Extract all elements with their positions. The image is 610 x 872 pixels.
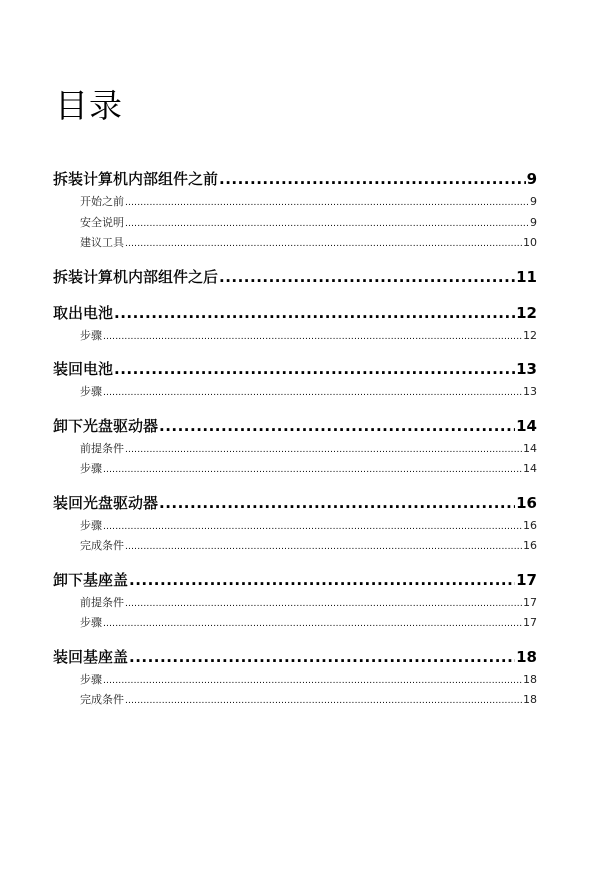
toc-subentry-label: 步骤: [80, 462, 102, 475]
toc-subentry-page-number: 18: [523, 672, 537, 686]
toc-chapter-entry-page-number: 14: [516, 416, 537, 435]
toc-subentry[interactable]: [53, 326, 537, 347]
toc-subentry-page-number: 16: [523, 518, 537, 532]
dot-leader: [125, 537, 522, 558]
toc-subentry-label: 步骤: [80, 616, 102, 629]
toc-subentry[interactable]: [53, 536, 537, 557]
toc-subentry[interactable]: [53, 213, 537, 234]
dot-leader: [103, 383, 522, 404]
toc-chapter-entry-label: 取出电池: [53, 303, 114, 322]
toc-section: [53, 264, 537, 290]
toc-subentry[interactable]: [53, 670, 537, 691]
dot-leader: [103, 614, 522, 635]
toc-subentry-label: 前提条件: [80, 595, 124, 609]
toc-chapter-entry-page-number: 17: [516, 570, 537, 589]
toc-chapter-entry[interactable]: [53, 300, 537, 326]
dot-leader: [125, 234, 522, 255]
dot-leader: [125, 214, 529, 235]
toc-subentry-label: 完成条件: [80, 539, 124, 552]
toc-subentry-page-number: 10: [523, 236, 537, 249]
toc-section: [53, 413, 537, 480]
toc-chapter-entry-page-number: 11: [516, 267, 537, 286]
dot-leader: [125, 594, 522, 615]
table-of-contents: [53, 166, 537, 721]
toc-section: [53, 490, 537, 557]
toc-subentry-page-number: 17: [523, 595, 537, 609]
toc-subentry[interactable]: [53, 516, 537, 537]
toc-subentry-label: 步骤: [80, 518, 102, 532]
toc-chapter-entry-page-number: 16: [516, 493, 537, 512]
toc-section: [53, 644, 537, 711]
toc-subentry-label: 步骤: [80, 672, 102, 686]
dot-leader: [114, 356, 515, 382]
dot-leader: [103, 671, 522, 692]
toc-chapter-entry-label: 装回电池: [53, 360, 114, 378]
dot-leader: [125, 193, 529, 214]
toc-chapter-entry[interactable]: [53, 490, 537, 516]
page-title: 目录: [55, 86, 123, 125]
toc-subentry-label: 建议工具: [80, 236, 124, 249]
toc-chapter-entry[interactable]: [53, 644, 537, 670]
dot-leader: [219, 264, 515, 290]
toc-chapter-entry-label: 卸下基座盖: [53, 570, 129, 589]
toc-subentry-page-number: 17: [523, 616, 537, 629]
dot-leader: [114, 300, 515, 326]
toc-subentry-page-number: 14: [523, 441, 537, 455]
toc-subentry-label: 步骤: [80, 328, 102, 342]
toc-subentry[interactable]: [53, 459, 537, 480]
dot-leader: [103, 517, 522, 538]
toc-chapter-entry[interactable]: [53, 166, 537, 192]
toc-chapter-entry-page-number: 9: [526, 170, 537, 188]
toc-subentry[interactable]: [53, 382, 537, 403]
toc-subentry[interactable]: [53, 233, 537, 254]
toc-subentry-page-number: 14: [523, 462, 537, 475]
toc-chapter-entry[interactable]: [53, 413, 537, 439]
toc-chapter-entry-label: 装回光盘驱动器: [53, 493, 159, 512]
toc-subentry-page-number: 18: [523, 693, 537, 706]
toc-section: [53, 567, 537, 634]
toc-section: [53, 356, 537, 403]
toc-chapter-entry-page-number: 13: [516, 360, 537, 378]
toc-subentry-page-number: 9: [530, 195, 537, 208]
dot-leader: [103, 460, 522, 481]
toc-subentry-label: 完成条件: [80, 693, 124, 706]
toc-subentry[interactable]: [53, 593, 537, 614]
toc-subentry[interactable]: [53, 192, 537, 213]
toc-subentry-page-number: 12: [523, 328, 537, 342]
dot-leader: [159, 413, 515, 439]
dot-leader: [125, 691, 522, 712]
toc-subentry-label: 安全说明: [80, 215, 124, 229]
toc-chapter-entry-label: 拆装计算机内部组件之后: [53, 267, 219, 286]
toc-subentry-page-number: 13: [523, 385, 537, 398]
toc-subentry-label: 步骤: [80, 385, 102, 398]
toc-subentry[interactable]: [53, 439, 537, 460]
toc-chapter-entry-label: 卸下光盘驱动器: [53, 416, 159, 435]
toc-subentry-page-number: 16: [523, 539, 537, 552]
dot-leader: [103, 327, 522, 348]
dot-leader: [125, 440, 522, 461]
toc-subentry-label: 前提条件: [80, 441, 124, 455]
toc-chapter-entry-page-number: 12: [516, 303, 537, 322]
toc-subentry-page-number: 9: [530, 215, 537, 229]
toc-subentry[interactable]: [53, 613, 537, 634]
toc-section: [53, 300, 537, 347]
dot-leader: [129, 567, 515, 593]
toc-chapter-entry-label: 拆装计算机内部组件之前: [53, 170, 219, 188]
toc-subentry-label: 开始之前: [80, 195, 124, 208]
toc-chapter-entry-label: 装回基座盖: [53, 647, 129, 666]
dot-leader: [159, 490, 515, 516]
toc-section: [53, 166, 537, 254]
dot-leader: [129, 644, 515, 670]
toc-chapter-entry-page-number: 18: [516, 647, 537, 666]
toc-chapter-entry[interactable]: [53, 567, 537, 593]
dot-leader: [219, 166, 526, 192]
toc-chapter-entry[interactable]: [53, 356, 537, 382]
toc-subentry[interactable]: [53, 690, 537, 711]
toc-chapter-entry[interactable]: [53, 264, 537, 290]
